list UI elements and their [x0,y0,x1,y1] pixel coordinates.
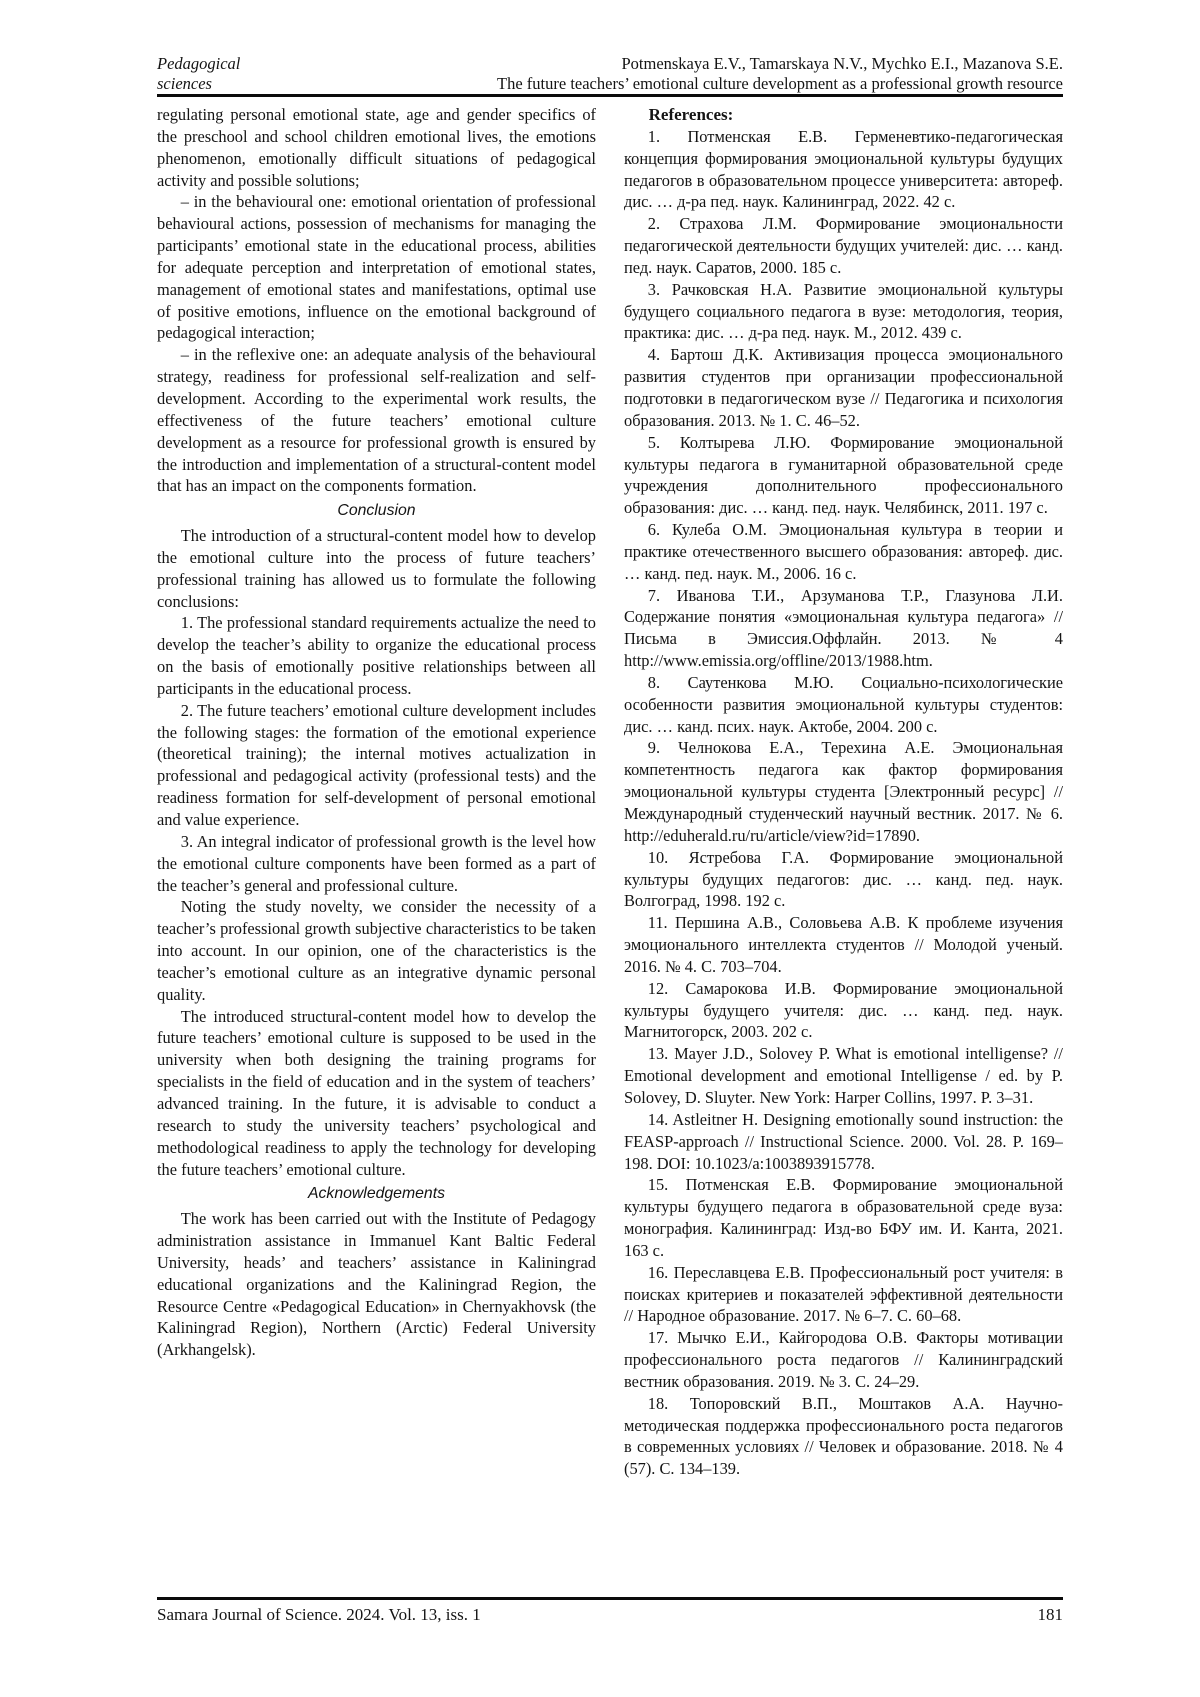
paragraph: regulating personal emotional state, age and gender specifics of the preschool and school children emotional lives, the emotions phenomenon, emotionally difficult situations of pedagogical activity and possible solutions; [157,105,596,190]
section-heading-acknowledgements: Acknowledgements [308,1185,445,1203]
paragraph: – in the reflexive one: an adequate analysis of the behavioural strategy, readiness for professional self-realization and self-development. According to the experimental work results, the effectiveness of the future teachers’ emotional culture development as a resource for professional growth is ensured by the introduction and implementation of a structural-content model that has an impact on the components formation. [157,345,596,496]
paragraph: The work has been carried out with the Institute of Pedagogy administration assistance in Immanuel Kant Baltic Federal University, heads’ and teachers’ assistance in Kaliningrad educational organizations and the Kaliningrad Region, the Resource Centre «Pedagogical Education» in Chernyakhovsk (the Kaliningrad Region), Northern (Arctic) Federal University (Arkhangelsk). [157,1209,596,1360]
reference-item: 15. Потменская Е.В. Формирование эмоциональной культуры будущего педагога в образовательной среде вуза: монография. Калининград: Изд-во БФУ им. И. Канта, 2021. 163 с. [624,1175,1063,1260]
left-column [157,104,596,1594]
paper-title-line: The future teachers’ emotional culture development as a professional growth resource [497,74,1063,93]
paragraph: 1. The professional standard requirements actualize the need to develop the teacher’s ability to organize the educational process on the basis of emotionally positive relationships between all participants in the educational process. [157,613,596,698]
reference-item: 16. Переславцева Е.В. Профессиональный рост учителя: в поисках критериев и показателей эффективной деятельности // Народное образование. 2017. № 6–7. С. 60–68. [624,1262,1063,1326]
reference-item: 8. Саутенкова М.Ю. Социально-психологические особенности развития эмоциональной культуры студентов: дис. … канд. псих. наук. Актобе, 2004. 200 с. [624,672,1063,736]
running-head [497,54,1063,94]
reference-item: 1. Потменская Е.В. Герменевтико-педагогическая концепция формирования эмоциональной культуры будущих педагогов в образовательном процессе университета: автореф. дис. … д-ра пед. наук. Калининград, 2022. 42 с. [624,126,1063,212]
reference-item: 18. Топоровский В.П., Моштаков А.А. Научно-методическая поддержка профессионального роста педагогов в современных условиях // Человек и образование. 2018. № 4 (57). С. 134–139. [624,1393,1063,1479]
header-rule [157,94,1063,97]
reference-item: 2. Страхова Л.М. Формирование эмоциональности педагогической деятельности будущих учителей: дис. … канд. пед. наук. Саратов, 2000. 185 с. [624,214,1063,277]
right-column [624,104,1063,1594]
reference-item: 7. Иванова Т.И., Арзуманова Т.Р., Глазунова Л.И. Содержание понятия «эмоциональная культура педагога» // Письма в Эмиссия.Оффлайн. 2013. № 4 http://www.emissia.org/offline/2013/1988.htm. [624,585,1063,671]
authors-line: Potmenskaya E.V., Tamarskaya N.V., Mychko E.I., Mazanova S.E. [621,54,1063,73]
reference-item: 5. Колтырева Л.Ю. Формирование эмоциональной культуры педагога в гуманитарной образовательной среде учреждения дополнительного профессионального образования: дис. … канд. пед. наук. Челябинск, 2011. 197 с. [624,432,1063,518]
reference-item: 17. Мычко Е.И., Кайгородова О.В. Факторы мотивации профессионального роста педагогов // Калининградский вестник образования. 2019. № 3. С. 24–29. [624,1328,1063,1391]
reference-item: 3. Рачковская Н.А. Развитие эмоциональной культуры будущего социального педагога в вузе: методология, теория, практика: дис. … д-ра пед. наук. М., 2012. 439 с. [624,279,1063,343]
references-heading: References: [648,105,734,124]
journal-section-line2: sciences [157,74,212,93]
paragraph: Noting the study novelty, we consider the necessity of a teacher’s professional growth subjective characteristics to be taken into account. In our opinion, one of the characteristics is the teacher’s emotional culture as an integrative dynamic personal quality. [157,897,596,1004]
journal-section-line1: Pedagogical [157,54,241,73]
journal-section-label [157,54,240,94]
paragraph: 3. An integral indicator of professional growth is the level how the emotional culture components have been formed as a part of the teacher’s general and professional culture. [157,831,596,895]
reference-item: 11. Першина А.В., Соловьева А.В. К проблеме изучения эмоционального интеллекта студентов // Молодой ученый. 2016. № 4. С. 703–704. [624,913,1063,976]
reference-item: 9. Челнокова Е.А., Терехина А.Е. Эмоциональная компетентность педагога как фактор формирования эмоциональной культуры студента [Электронный ресурс] // Международный студенческий научный вестник. 2017. № 6. http://eduherald.ru/ru/article/view?id=17890. [624,738,1063,845]
page-number: 181 [1037,1605,1063,1624]
reference-item: 12. Самарокова И.В. Формирование эмоциональной культуры будущего учителя: дис. … канд. пед. наук. Магнитогорск, 2003. 202 с. [624,978,1063,1042]
page-header [157,54,1063,94]
section-heading-conclusion: Conclusion [337,502,416,520]
reference-item: 6. Кулеба О.М. Эмоциональная культура в теории и практике отечественного высшего образования: автореф. дис. … канд. пед. наук. М., 2006. 16 с. [624,520,1063,583]
paragraph: The introduction of a structural-content model how to develop the emotional culture into the process of future teachers’ professional training has allowed us to formulate the following conclusions: [157,526,596,611]
paragraph: The introduced structural-content model how to develop the future teachers’ emotional culture is supposed to be used in the university when both designing the training programs for specialists in the field of education and in the system of teachers’ advanced training. In the future, it is advisable to conduct a research to study the university teachers’ psychological and methodological readiness to apply the technology for developing the future teachers’ emotional culture. [157,1006,596,1179]
footer-rule [157,1597,1063,1600]
article-body [157,104,1063,1594]
paragraph: 2. The future teachers’ emotional culture development includes the following stages: the formation of the emotional experience (theoretical training); the internal motives actualization in professional and pedagogical activity (professional tests) and the readiness formation for self-development of personal emotional and value experience. [157,700,596,829]
reference-item: 4. Бартош Д.К. Активизация процесса эмоционального развития студентов при организации профессиональной подготовки в педагогическом вузе // Педагогика и психология образования. 2013. № 1. С. 46–52. [624,345,1063,430]
reference-item: 14. Astleitner H. Designing emotionally sound instruction: the FEASP-approach // Instructional Science. 2000. Vol. 28. P. 169–198. DOI: 10.1023/a:1003893915778. [624,1109,1063,1173]
journal-footer-line: Samara Journal of Science. 2024. Vol. 13, iss. 1 [157,1605,481,1624]
paragraph: – in the behavioural one: emotional orientation of professional behavioural actions, possession of mechanisms for managing the participants’ emotional state in the educational process, abilities for adequate perception and interpretation of emotional states, management of emotional states and manifestations, optimal use of positive emotions, influence on the emotional background of pedagogical interaction; [157,192,596,343]
reference-item: 10. Ястребова Г.А. Формирование эмоциональной культуры будущих педагогов: дис. … канд. пед. наук. Волгоград, 1998. 192 с. [624,847,1063,911]
reference-item: 13. Mayer J.D., Solovey P. What is emotional intelligense? // Emotional development and emotional Intelligense / ed. by P. Solovey, D. Sluyter. New York: Harper Collins, 1997. P. 3–31. [624,1044,1063,1107]
page-footer [157,1604,1063,1626]
